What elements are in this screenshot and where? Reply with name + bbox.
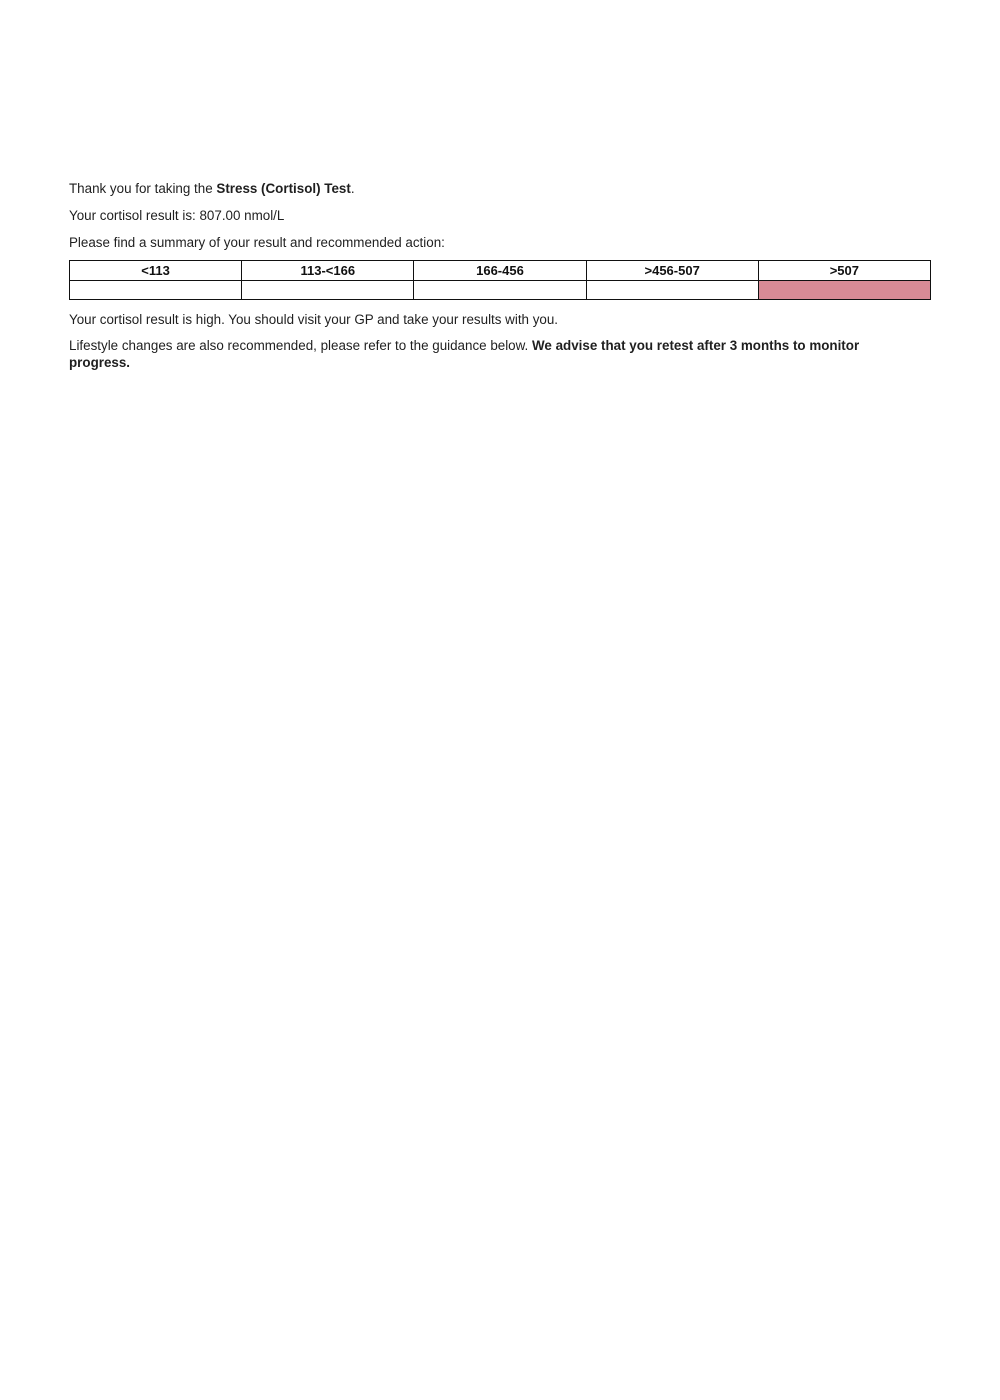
range-header-cell: >507 [758, 261, 930, 281]
lifestyle-normal-text: Lifestyle changes are also recommended, please refer to the guidance below. [69, 338, 533, 353]
retest-advice-text: We advise that you retest after 3 months to monitor progress. [69, 338, 860, 370]
summary-intro-text: Please find a summary of your result and recommended action: [69, 235, 445, 250]
range-indicator-cell [242, 281, 414, 300]
range-header-row [70, 261, 931, 281]
range-header-cell: <113 [70, 261, 242, 281]
range-indicator-cell [414, 281, 586, 300]
cortisol-range-table [69, 260, 931, 300]
range-indicator-cell [70, 281, 242, 300]
range-indicator-row [70, 281, 931, 300]
intro-text [69, 180, 355, 197]
range-header-cell: >456-507 [586, 261, 758, 281]
lifestyle-advice-text [69, 337, 899, 371]
range-indicator-cell-highlighted [758, 281, 930, 300]
range-header-cell: 166-456 [414, 261, 586, 281]
range-indicator-cell [586, 281, 758, 300]
cortisol-result-text: Your cortisol result is: 807.00 nmol/L [69, 208, 285, 223]
test-name: Stress (Cortisol) Test [216, 181, 351, 196]
intro-prefix: Thank you for taking the [69, 181, 217, 196]
intro-suffix: . [350, 181, 355, 196]
result-interpretation-text: Your cortisol result is high. You should visit your GP and take your results with you. [69, 312, 559, 327]
range-header-cell: 113-<166 [242, 261, 414, 281]
